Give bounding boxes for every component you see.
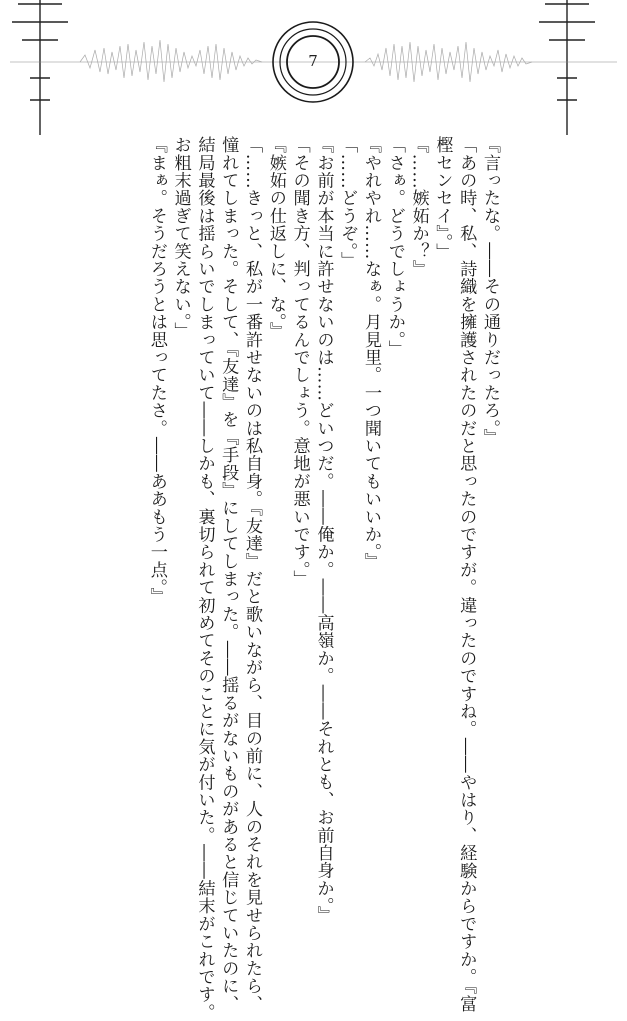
text-line: 「その聞き方、判ってるんでしょう。意地が悪いです。」 [289,136,310,588]
text-line: 樫センセイ』。」 [432,136,453,261]
text-line: 「……きっと、私が一番許せないのは私自身。『友達』だと歌いながら、目の前に、人のそれを見せられたら、 [242,136,263,1013]
text-line: 「……どうぞ。」 [337,136,358,269]
text-line: お粗末過ぎて笑えない。」 [170,136,191,340]
text-line: 憧れてしまった。そして、『友達』を『手段』にしてしまった。――揺るがないものがあると信じていたのに、 [218,136,239,1013]
text-line: 「あの時、私、詩織を擁護されたのだと思ったのですが。違ったのですね。――やはり、経験からですか。『富 [456,136,477,1013]
text-line: 「さぁ。どうでしょうか。」 [384,136,405,358]
text-line: 『……嫉妬か？』 [408,136,429,278]
page-body-text [119,136,501,1021]
page-number: 7 [308,52,318,70]
left-pole-icon [12,0,68,135]
header-ornament [0,0,627,135]
text-line: 『まぁ。そうだろうとは思ってたさ。――ああもう一点。』 [146,136,167,606]
right-pole-icon [539,0,595,135]
text-line: 結局最後は揺らいでしまっていて――しかも、裏切られて初めてそのことに気が付いた。――結末がこれです。 [194,136,215,1021]
left-waveform-icon [80,40,262,82]
text-line: 『嫉妬の仕返しに、な。』 [265,136,286,340]
text-line: 『お前が本当に許せないのは……どいつだ。――俺か。――高嶺か。――それとも、お前自身か。』 [313,136,334,924]
text-line: 『言ったな。――その通りだったろ。』 [480,136,500,446]
text-line: 『やれやれ……なぁ。月見里。一つ聞いてもいいか。』 [361,136,382,570]
